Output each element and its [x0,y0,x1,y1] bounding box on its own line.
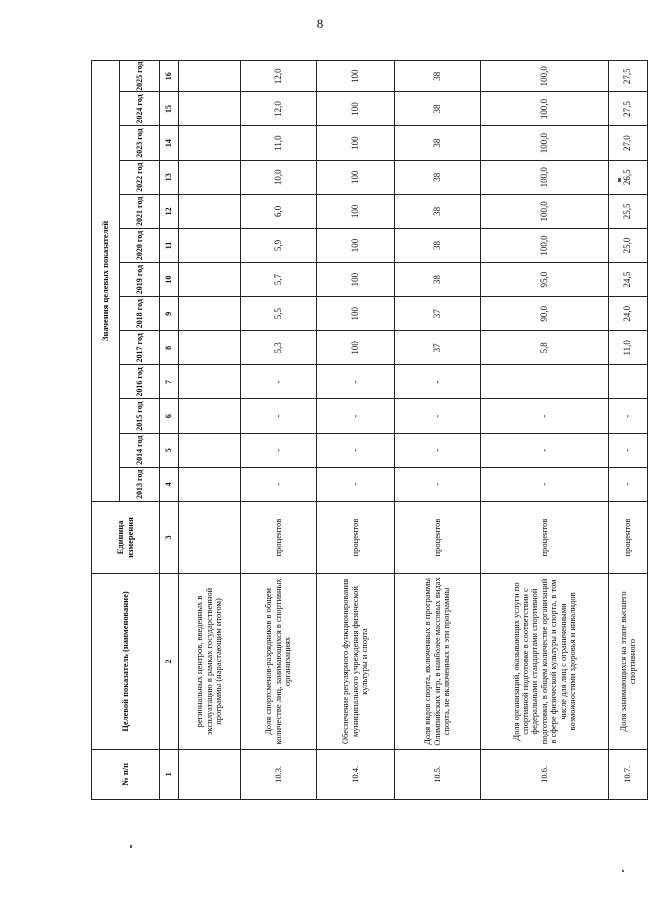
value-cell: 5,8 [481,331,609,365]
column-number: 10 [160,263,179,297]
row-number: 10.4. [317,749,395,799]
value-cell: 100,0 [481,126,609,160]
value-cell: 12,0 [241,92,317,126]
column-number: 1 [160,749,179,799]
table-row [609,61,648,800]
value-cell: 37 [395,297,481,331]
scan-speck [618,178,621,182]
row-number: 10.7. [609,749,648,799]
value-cell: 100 [317,297,395,331]
value-cell: - [395,365,481,399]
column-number: 11 [160,228,179,262]
value-cell: - [317,467,395,501]
value-cell [179,297,241,331]
row-number: 10.5. [395,749,481,799]
value-cell: 38 [395,194,481,228]
value-cell [179,61,241,92]
value-cell: 24,5 [609,263,648,297]
header-col-indicator: Целевой показатель (наименование) [92,574,160,750]
unit-cell: процентов [317,501,395,573]
rotated-table-area [91,60,637,800]
table-row [395,61,481,800]
value-cell: 37 [395,331,481,365]
target-indicators-table [91,60,648,800]
value-cell: 100 [317,160,395,194]
header-year: 2024 год [120,92,160,126]
value-cell: 27,5 [609,61,648,92]
value-cell: - [481,399,609,433]
value-cell [609,365,648,399]
value-cell: 90,0 [481,297,609,331]
value-cell: 100 [317,126,395,160]
value-cell: 38 [395,263,481,297]
indicator-name: Доля организаций, оказывающих услуги по спортивной подготовке в соответствии с федеральными стандартами спортивной подготовки, в общем количестве организаций в сфере физической культуры и спорта, в том числе для лиц с ограниченными возможностями здоровья и инвалидов [481,574,609,750]
value-cell: 100 [317,61,395,92]
header-year: 2016 год [120,365,160,399]
column-number: 16 [160,61,179,92]
value-cell [179,331,241,365]
header-year: 2014 год [120,433,160,467]
header-year: 2022 год [120,160,160,194]
value-cell: 24,0 [609,297,648,331]
value-cell [179,399,241,433]
value-cell: 100,0 [481,61,609,92]
table-row [241,61,317,800]
column-number: 9 [160,297,179,331]
value-cell [179,92,241,126]
value-cell: - [241,365,317,399]
column-number: 15 [160,92,179,126]
value-cell: 38 [395,126,481,160]
value-cell: 38 [395,92,481,126]
value-cell: 11,0 [609,331,648,365]
header-year: 2021 год [120,194,160,228]
value-cell: 100 [317,92,395,126]
header-col-values: Значения целевых показателей [92,61,120,502]
column-number: 6 [160,399,179,433]
value-cell: - [395,467,481,501]
value-cell: 26,5 [609,160,648,194]
value-cell: 5,5 [241,297,317,331]
table-row [179,61,241,800]
value-cell: 25,5 [609,194,648,228]
value-cell [179,263,241,297]
header-col-unit: Единица измерения [92,501,160,573]
column-number: 12 [160,194,179,228]
value-cell: - [609,433,648,467]
rotated-table-container [91,60,637,800]
header-year: 2018 год [120,297,160,331]
value-cell: 5,7 [241,263,317,297]
indicator-name: региональных центров, введенных в эксплуатацию в рамках государственной программы (нарастающим итогом) [179,574,241,750]
value-cell: - [317,433,395,467]
value-cell: 27,5 [609,92,648,126]
value-cell: 5,9 [241,228,317,262]
indicator-name: Доля видов спорта, включенных в программы Олимпийских игр, в наиболее массовых видах спорта, не включенных в эти программы [395,574,481,750]
column-number: 13 [160,160,179,194]
value-cell: 38 [395,160,481,194]
value-cell: 27,0 [609,126,648,160]
header-year: 2017 год [120,331,160,365]
value-cell [179,467,241,501]
value-cell [179,194,241,228]
value-cell: 100 [317,331,395,365]
column-number: 14 [160,126,179,160]
value-cell: - [317,365,395,399]
column-number: 8 [160,331,179,365]
column-numbering-row [160,61,179,800]
column-number: 4 [160,467,179,501]
column-number: 7 [160,365,179,399]
value-cell: 5,3 [241,331,317,365]
value-cell: - [241,433,317,467]
value-cell: 100 [317,228,395,262]
value-cell: 100,0 [481,92,609,126]
value-cell: 38 [395,61,481,92]
page-number: 8 [316,16,324,31]
header-year: 2019 год [120,263,160,297]
unit-cell: процентов [241,501,317,573]
header-year: 2013 год [120,467,160,501]
value-cell: - [609,467,648,501]
unit-cell [179,501,241,573]
value-cell: 100,0 [481,228,609,262]
value-cell [179,160,241,194]
header-year: 2023 год [120,126,160,160]
value-cell: - [395,399,481,433]
indicator-name: Доля спортсменов-разрядников в общем количестве лиц, занимающихся в спортивных организациях [241,574,317,750]
value-cell: 100 [317,194,395,228]
unit-cell: процентов [395,501,481,573]
row-number: 10.3. [241,749,317,799]
value-cell [481,365,609,399]
value-cell [179,126,241,160]
value-cell: 12,0 [241,61,317,92]
value-cell: - [241,399,317,433]
header-year: 2015 год [120,399,160,433]
unit-cell: процентов [481,501,609,573]
value-cell: 100 [317,263,395,297]
column-number: 5 [160,433,179,467]
value-cell: 25,0 [609,228,648,262]
value-cell: 100,0 [481,160,609,194]
column-number: 3 [160,501,179,573]
value-cell: 6,0 [241,194,317,228]
unit-cell: процентов [609,501,648,573]
indicator-name: Обеспечение регулярного функционирования муниципального учреждения физической культуры и спорта [317,574,395,750]
scan-speck [130,845,132,848]
value-cell: - [317,399,395,433]
value-cell [179,433,241,467]
value-cell: 38 [395,228,481,262]
table-row [317,61,395,800]
value-cell: - [609,399,648,433]
column-number: 2 [160,574,179,750]
value-cell [179,228,241,262]
row-number [179,749,241,799]
table-row [481,61,609,800]
scan-speck [622,870,624,872]
header-col-no: № п/п [92,749,160,799]
value-cell: 11,0 [241,126,317,160]
value-cell: 10,0 [241,160,317,194]
value-cell: - [241,467,317,501]
value-cell: - [481,433,609,467]
value-cell: 95,0 [481,263,609,297]
value-cell [179,365,241,399]
value-cell: - [395,433,481,467]
header-year: 2025 год [120,61,160,92]
value-cell: 100,0 [481,194,609,228]
row-number: 10.6. [481,749,609,799]
indicator-name: Доля занимающихся на этапе высшего спортивного [609,574,648,750]
value-cell: - [481,467,609,501]
header-year: 2020 год [120,228,160,262]
